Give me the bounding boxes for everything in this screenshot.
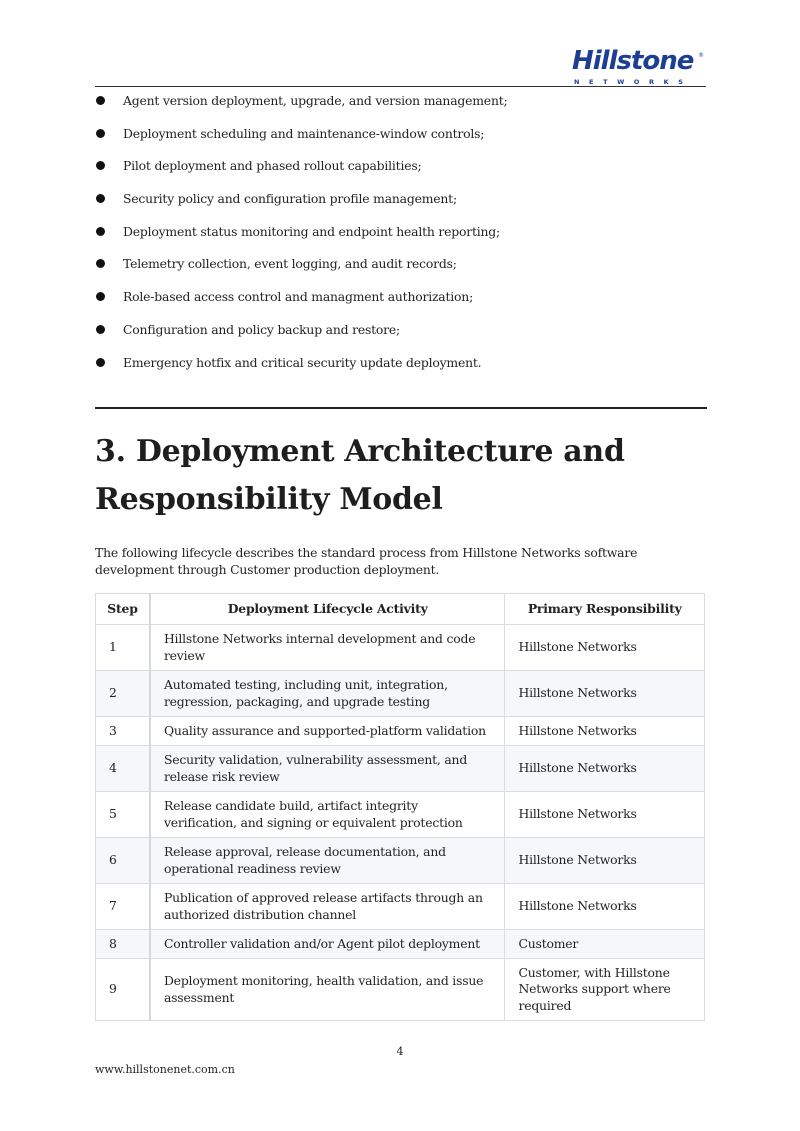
header-responsibility: Primary Responsibility	[505, 594, 705, 625]
table-row	[96, 792, 705, 838]
list-item: Configuration and policy backup and restore;	[95, 319, 706, 352]
cell-step: 9	[96, 959, 150, 1021]
table-row	[96, 717, 705, 746]
cell-responsibility: Hillstone Networks	[505, 671, 705, 717]
cell-responsibility: Customer	[505, 930, 705, 959]
table-row	[96, 959, 705, 1021]
bullet-icon	[96, 194, 105, 203]
company-logo	[572, 46, 706, 86]
cell-responsibility: Customer, with Hillstone Networks support where required	[505, 959, 705, 1021]
table-row	[96, 930, 705, 959]
bullet-icon	[96, 161, 105, 170]
bullet-icon	[96, 292, 105, 301]
cell-responsibility: Hillstone Networks	[505, 838, 705, 884]
cell-responsibility: Hillstone Networks	[505, 884, 705, 930]
cell-activity: Hillstone Networks internal development and code review	[150, 625, 505, 671]
cell-activity: Quality assurance and supported-platform validation	[150, 717, 505, 746]
table-row	[96, 884, 705, 930]
table-row	[96, 746, 705, 792]
table-header-row	[96, 594, 705, 625]
cell-activity: Deployment monitoring, health validation, and issue assessment	[150, 959, 505, 1021]
logo-wordmark: Hillstone	[572, 46, 694, 76]
footer-url: www.hillstonenet.com.cn	[95, 1063, 235, 1076]
cell-responsibility: Hillstone Networks	[505, 717, 705, 746]
bullet-icon	[96, 129, 105, 138]
cell-step: 4	[96, 746, 150, 792]
list-item: Agent version deployment, upgrade, and version management;	[95, 90, 706, 123]
feature-bullet-list	[95, 90, 706, 384]
bullet-icon	[96, 259, 105, 268]
cell-step: 5	[96, 792, 150, 838]
cell-activity: Automated testing, including unit, integration, regression, packaging, and upgrade testing	[150, 671, 505, 717]
header-activity: Deployment Lifecycle Activity	[150, 594, 505, 625]
lifecycle-table	[95, 593, 705, 1021]
list-item: Deployment scheduling and maintenance-window controls;	[95, 123, 706, 156]
table-row	[96, 838, 705, 884]
list-item: Security policy and configuration profile management;	[95, 188, 706, 221]
cell-step: 7	[96, 884, 150, 930]
table-row	[96, 671, 705, 717]
cell-responsibility: Hillstone Networks	[505, 625, 705, 671]
bullet-icon	[96, 227, 105, 236]
list-item: Deployment status monitoring and endpoint health reporting;	[95, 221, 706, 254]
cell-activity: Security validation, vulnerability assessment, and release risk review	[150, 746, 505, 792]
cell-step: 8	[96, 930, 150, 959]
cell-step: 6	[96, 838, 150, 884]
cell-activity: Controller validation and/or Agent pilot deployment	[150, 930, 505, 959]
bullet-icon	[96, 358, 105, 367]
cell-activity: Publication of approved release artifacts through an authorized distribution channel	[150, 884, 505, 930]
header-rule	[95, 86, 706, 87]
cell-activity: Release candidate build, artifact integrity verification, and signing or equivalent protection	[150, 792, 505, 838]
bullet-icon	[96, 96, 105, 105]
header-step: Step	[96, 594, 150, 625]
cell-step: 3	[96, 717, 150, 746]
cell-responsibility: Hillstone Networks	[505, 792, 705, 838]
cell-step: 2	[96, 671, 150, 717]
registered-mark: ®	[698, 52, 704, 59]
page-number: 4	[396, 1045, 404, 1058]
table-row	[96, 625, 705, 671]
cell-activity: Release approval, release documentation, and operational readiness review	[150, 838, 505, 884]
section-intro: The following lifecycle describes the standard process from Hillstone Networks software development through Customer production deployment.	[95, 545, 638, 577]
list-item: Telemetry collection, event logging, and audit records;	[95, 253, 706, 286]
bullet-icon	[96, 325, 105, 334]
cell-step: 1	[96, 625, 150, 671]
list-item: Emergency hotfix and critical security update deployment.	[95, 352, 706, 385]
cell-responsibility: Hillstone Networks	[505, 746, 705, 792]
section-heading: 3. Deployment Architecture and Responsibility Model	[95, 434, 625, 517]
list-item: Pilot deployment and phased rollout capabilities;	[95, 155, 706, 188]
section-divider	[95, 407, 707, 409]
list-item: Role-based access control and managment authorization;	[95, 286, 706, 319]
logo-subtitle: NETWORKS	[574, 78, 693, 86]
